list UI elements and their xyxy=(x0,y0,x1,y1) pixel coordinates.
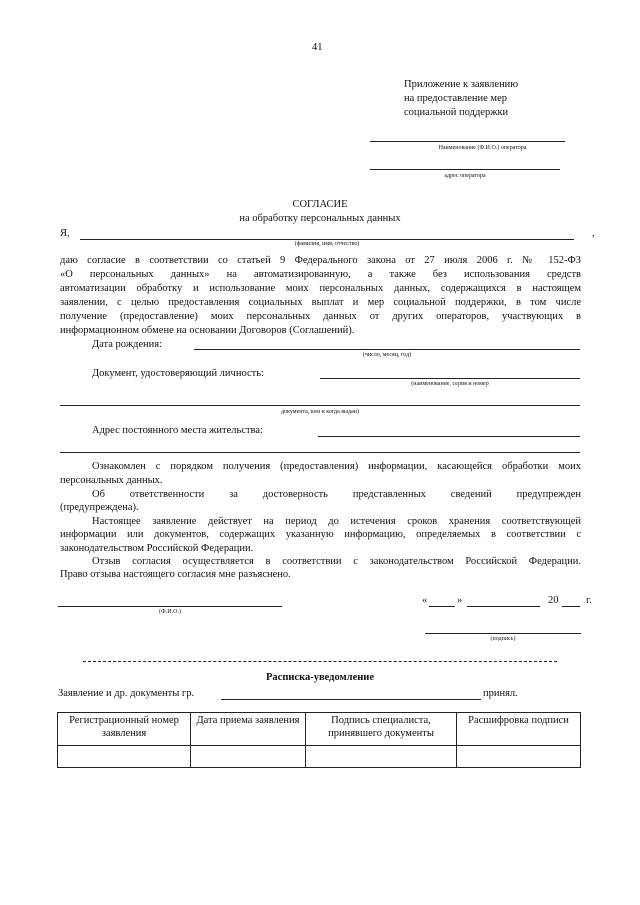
paragraph-1-line-2: персональных данных. xyxy=(60,475,163,486)
paragraph-3-line-1: Настоящее заявление действует на период до истечения сроков хранения соответствующей xyxy=(92,516,581,527)
tear-off-separator xyxy=(83,661,557,662)
receipt-cell-date[interactable] xyxy=(191,746,306,768)
consent-line-5: получение (предоставление) моих персональных данных от других операторов, участвующих в xyxy=(60,311,581,322)
paragraph-4-line-1: Отзыв согласия осуществляется в соответствии с законодательством Российской Федерации. xyxy=(92,556,581,567)
id-document-label: Документ, удостоверяющий личность: xyxy=(92,368,264,379)
receipt-col-date: Дата приема заявления xyxy=(191,713,306,746)
fullname-caption: (фамилия, имя, отчество) xyxy=(294,241,360,247)
receipt-cell-signature-decoding[interactable] xyxy=(457,746,581,768)
paragraph-4-line-2: Право отзыва настоящего согласия мне разъяснено. xyxy=(60,569,291,580)
operator-address-caption: адрес оператора xyxy=(444,173,486,179)
appendix-line-1: Приложение к заявлению xyxy=(404,79,519,90)
operator-name-line xyxy=(370,141,565,142)
document-subtitle: на обработку персональных данных xyxy=(239,213,401,224)
table-row xyxy=(58,746,581,768)
id-document-line-2[interactable] xyxy=(60,405,580,406)
date-year-line[interactable] xyxy=(562,606,580,607)
appendix-line-3: социальной поддержки xyxy=(404,107,509,118)
consent-line-3: автоматизации обработку и использование моих персональных данных, содержащихся в настоящем xyxy=(60,283,581,294)
receipt-col-reg-number: Регистрационный номер заявления xyxy=(58,713,191,746)
receipt-cell-reg-number[interactable] xyxy=(58,746,191,768)
dob-line[interactable] xyxy=(194,349,580,350)
id-document-line-1[interactable] xyxy=(320,378,580,379)
date-close-quote: » xyxy=(457,595,463,606)
receipt-applicant-line[interactable] xyxy=(221,699,481,700)
operator-name-caption: Наименование (Ф.И.О.) оператора xyxy=(438,145,527,151)
consent-line-1: даю согласие в соответствии со статьей 9 Федерального закона от 27 июля 2006 г. № 152-ФЗ xyxy=(60,255,581,266)
receipt-table xyxy=(57,712,581,768)
id-document-caption-2: документа, кем и когда выдан) xyxy=(280,409,360,415)
signature-line[interactable] xyxy=(425,633,581,634)
receipt-cell-specialist-signature[interactable] xyxy=(306,746,457,768)
ya-label: Я, xyxy=(60,228,70,239)
paragraph-3-line-2: информации или документов, содержащих указанную информацию, определяемых в соответствии с xyxy=(60,529,581,540)
fullname-line[interactable] xyxy=(80,239,574,240)
document-title: СОГЛАСИЕ xyxy=(292,199,348,210)
paragraph-2-line-1: Об ответственности за достоверность представленных сведений предупрежден xyxy=(92,489,581,500)
signer-fio-caption: (Ф.И.О.) xyxy=(159,609,181,615)
receipt-title: Расписка-уведомление xyxy=(266,672,374,683)
consent-line-4: заявлении, с целью предоставления социальных выплат и мер социальной поддержки, в том числе xyxy=(60,297,581,308)
receipt-col-signature-decoding: Расшифровка подписи xyxy=(457,713,581,746)
date-year-suffix: г. xyxy=(586,595,592,606)
date-open-quote: « xyxy=(422,595,428,606)
date-month-line[interactable] xyxy=(467,606,540,607)
address-line-1[interactable] xyxy=(318,436,580,437)
address-label: Адрес постоянного места жительства: xyxy=(92,425,263,436)
dob-label: Дата рождения: xyxy=(92,339,163,350)
address-line-2[interactable] xyxy=(60,452,580,453)
paragraph-1-line-1: Ознакомлен с порядком получения (предоставления) информации, касающейся обработки моих xyxy=(92,461,581,472)
consent-line-2: «О персональных данных» на автоматизированную, а также без использования средств xyxy=(60,269,581,280)
date-day-line[interactable] xyxy=(429,606,455,607)
consent-line-6: информационном обмене на основании Договоров (Соглашений). xyxy=(60,325,355,336)
signer-fio-line[interactable] xyxy=(58,606,282,607)
dob-caption: (число, месяц, год) xyxy=(362,352,412,358)
receipt-col-specialist-signature: Подпись специалиста, принявшего документы xyxy=(306,713,457,746)
appendix-line-2: на предоставление мер xyxy=(404,93,507,104)
paragraph-2-line-2: (предупреждена). xyxy=(60,502,139,513)
paragraph-3-line-3: законодательством Российской Федерации. xyxy=(60,543,254,554)
page-number: 41 xyxy=(312,42,323,53)
receipt-statement-suffix: принял. xyxy=(483,688,518,699)
signature-caption: (подпись) xyxy=(490,636,516,642)
date-year-prefix: 20 xyxy=(548,595,559,606)
id-document-caption-1: (наименование, серия и номер xyxy=(411,381,489,387)
receipt-statement-prefix: Заявление и др. документы гр. xyxy=(58,688,195,699)
operator-address-line xyxy=(370,169,560,170)
ya-comma: , xyxy=(592,228,595,239)
